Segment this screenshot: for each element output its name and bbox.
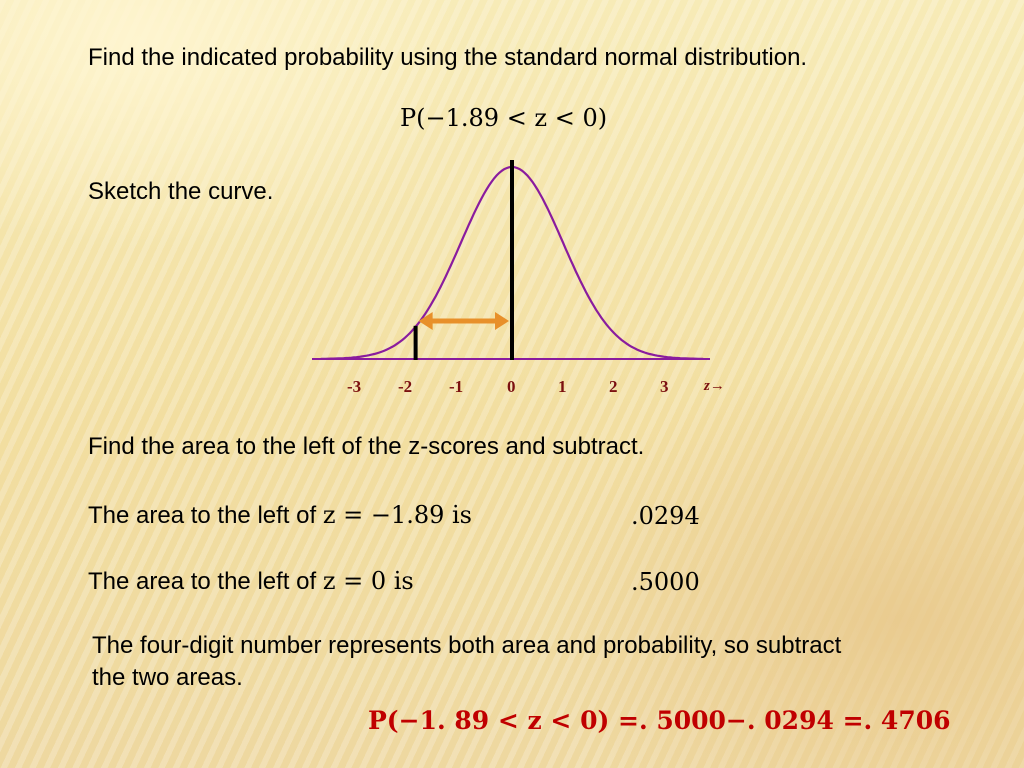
- area-row-1-expression: z = −1.89 is: [322, 501, 472, 529]
- x-tick-label: 3: [660, 377, 669, 396]
- x-tick-labels: [347, 377, 669, 396]
- x-tick-label: -2: [398, 377, 413, 396]
- result-expression: P(−1. 89 < z < 0) =. 5000−. 0294 =. 4706: [368, 706, 951, 735]
- x-tick-label: 2: [609, 377, 618, 396]
- area-row-2-label: The area to the left of: [88, 568, 317, 595]
- x-tick-label: 1: [558, 377, 567, 396]
- x-tick-label: -1: [449, 377, 464, 396]
- area-row-1-label: The area to the left of: [88, 502, 317, 529]
- area-arrow-head-right: [495, 312, 509, 330]
- page-heading: Find the indicated probability using the standard normal distribution.: [88, 44, 808, 71]
- x-tick-label: -3: [347, 377, 362, 396]
- area-row-2-expression: z = 0 is: [322, 567, 414, 595]
- area-instruction: Find the area to the left of the z-scores and subtract.: [88, 433, 645, 460]
- x-axis-label: z→: [704, 378, 725, 394]
- area-row-1: [88, 501, 472, 530]
- area-arrow: [419, 312, 509, 330]
- normal-curve-chart: [300, 160, 740, 400]
- explanation-line-1: The four-digit number represents both area and probability, so subtract: [92, 632, 842, 659]
- area-row-2: [88, 567, 414, 596]
- x-tick-label: 0: [507, 377, 516, 396]
- area-row-1-value: .0294: [631, 502, 700, 530]
- area-row-2-value: .5000: [631, 568, 700, 596]
- problem-expression: P(−1.89 < z < 0): [400, 104, 608, 132]
- explanation-line-2: the two areas.: [92, 664, 243, 691]
- sketch-instruction: Sketch the curve.: [88, 178, 274, 205]
